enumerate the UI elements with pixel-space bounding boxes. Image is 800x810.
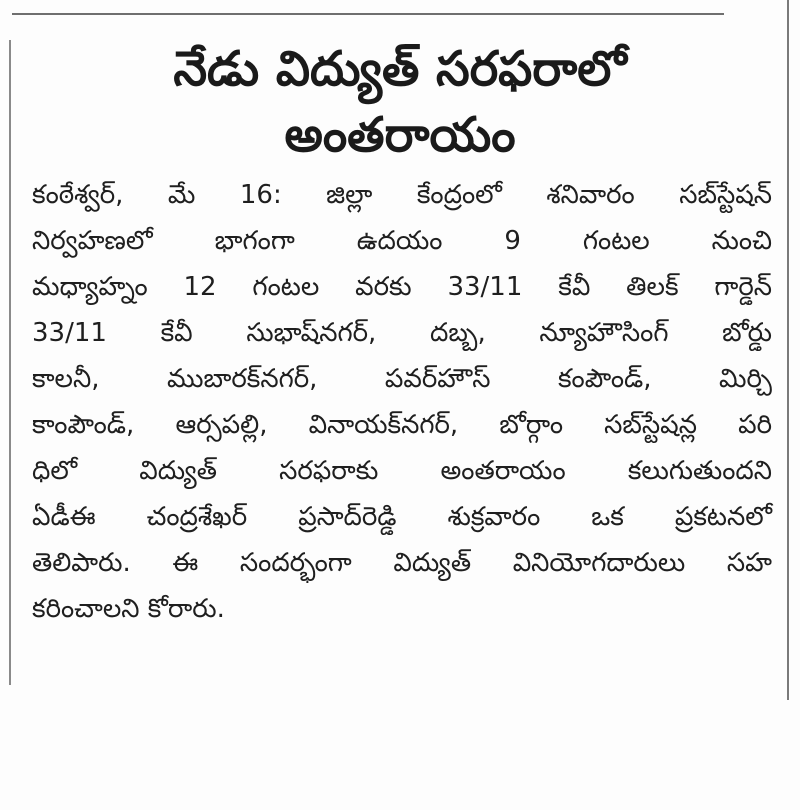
body-line-5: కాలనీ, ముబారక్‌నగర్, పవర్‌హౌస్ కంపౌండ్, మిర్చి <box>32 364 772 394</box>
body-line-10: కరించాలని కోరారు. <box>32 594 225 624</box>
article-body <box>32 172 772 632</box>
body-line-8: ఏడీఈ చంద్రశేఖర్ ప్రసాద్‌రెడ్డి శుక్రవారం ఒక ప్రకటనలో <box>32 502 772 532</box>
body-line-2: నిర్వహణలో భాగంగా ఉదయం 9 గంటల నుంచి <box>32 226 772 256</box>
body-line-1: కంఠేశ్వర్, మే 16: జిల్లా కేంద్రంలో శనివారం సబ్‌స్టేషన్ <box>32 180 772 210</box>
body-line-9: తెలిపారు. ఈ సందర్భంగా విద్యుత్ వినియోగదారులు సహ <box>32 548 772 578</box>
body-line-7: ధిలో విద్యుత్ సరఫరాకు అంతరాయం కలుగుతుందని <box>32 456 772 486</box>
left-column-rule <box>9 40 11 685</box>
body-line-4: 33/11 కేవీ సుభాష్‌నగర్, దబ్బ, న్యూహౌసింగ్ బోర్డు <box>32 318 772 348</box>
right-column-rule <box>787 0 789 700</box>
body-line-6: కాంపౌండ్, ఆర్సపల్లి, వినాయక్‌నగర్, బోర్గాం సబ్‌స్టేషన్ల పరి <box>32 410 772 440</box>
headline-line-1: నేడు విద్యుత్ సరఫరాలో <box>173 41 627 97</box>
body-line-3: మధ్యాహ్నం 12 గంటల వరకు 33/11 కేవీ తిలక్ గార్డెన్ <box>32 272 772 302</box>
top-column-rule <box>12 13 724 15</box>
article-headline <box>40 36 760 168</box>
headline-line-2: అంతరాయం <box>284 107 516 163</box>
